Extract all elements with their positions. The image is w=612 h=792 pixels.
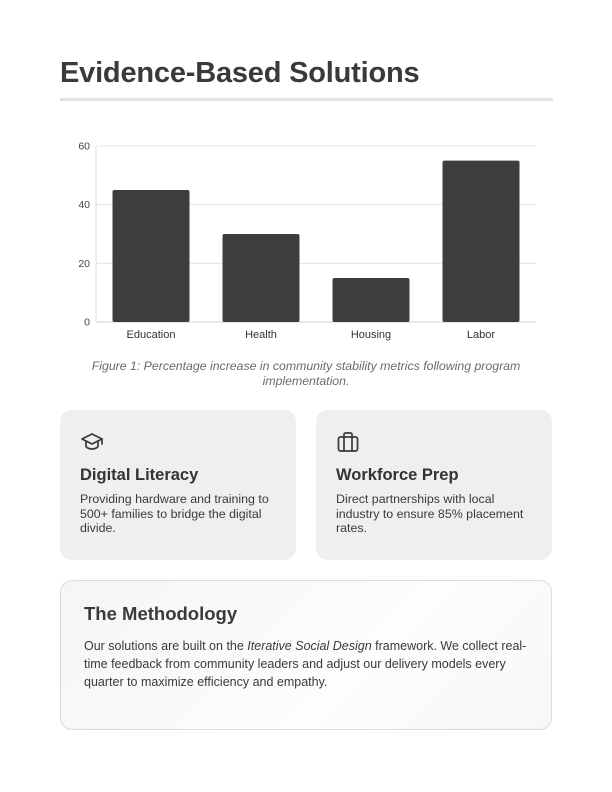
methodology-text-end: framework. We collect real-time feedback from community leaders and adjust our delivery models every quarter to maximize efficiency and empathy. — [84, 639, 527, 689]
methodology-heading: The Methodology — [84, 603, 238, 624]
card-title: Digital Literacy — [80, 466, 199, 484]
x-tick-label: Labor — [466, 329, 496, 341]
card-workforce-prep — [316, 410, 552, 560]
page-title: Evidence-Based Solutions — [60, 57, 420, 89]
chart-canvas — [60, 130, 552, 345]
card-description: Providing hardware and training to 500+ families to bridge the digital divide. — [80, 492, 269, 535]
bar-labor — [443, 161, 520, 322]
card-title: Workforce Prep — [336, 466, 459, 484]
methodology-text-start: Our solutions are built on the — [84, 639, 248, 653]
graduation-cap-icon — [80, 430, 104, 454]
bar-education — [113, 190, 190, 322]
bar-chart — [60, 130, 552, 345]
figure-caption: Figure 1: Percentage increase in community stability metrics following program implementation. — [91, 359, 521, 388]
card-digital-literacy — [60, 410, 296, 560]
bar-housing — [333, 278, 410, 322]
methodology-panel — [60, 580, 552, 730]
x-tick-label: Health — [245, 329, 277, 341]
y-tick-label: 20 — [78, 257, 90, 270]
x-tick-label: Housing — [350, 329, 392, 341]
y-tick-label: 0 — [84, 316, 90, 329]
card-description: Direct partnerships with local industry to ensure 85% placement rates. — [336, 492, 524, 535]
title-divider — [60, 98, 553, 101]
framework-name: Iterative Social Design — [247, 639, 372, 653]
y-tick-label: 60 — [78, 140, 90, 153]
x-tick-label: Education — [126, 329, 176, 341]
briefcase-icon — [336, 430, 360, 454]
bar-health — [223, 234, 300, 322]
y-tick-label: 40 — [78, 199, 90, 212]
methodology-text — [84, 637, 528, 691]
